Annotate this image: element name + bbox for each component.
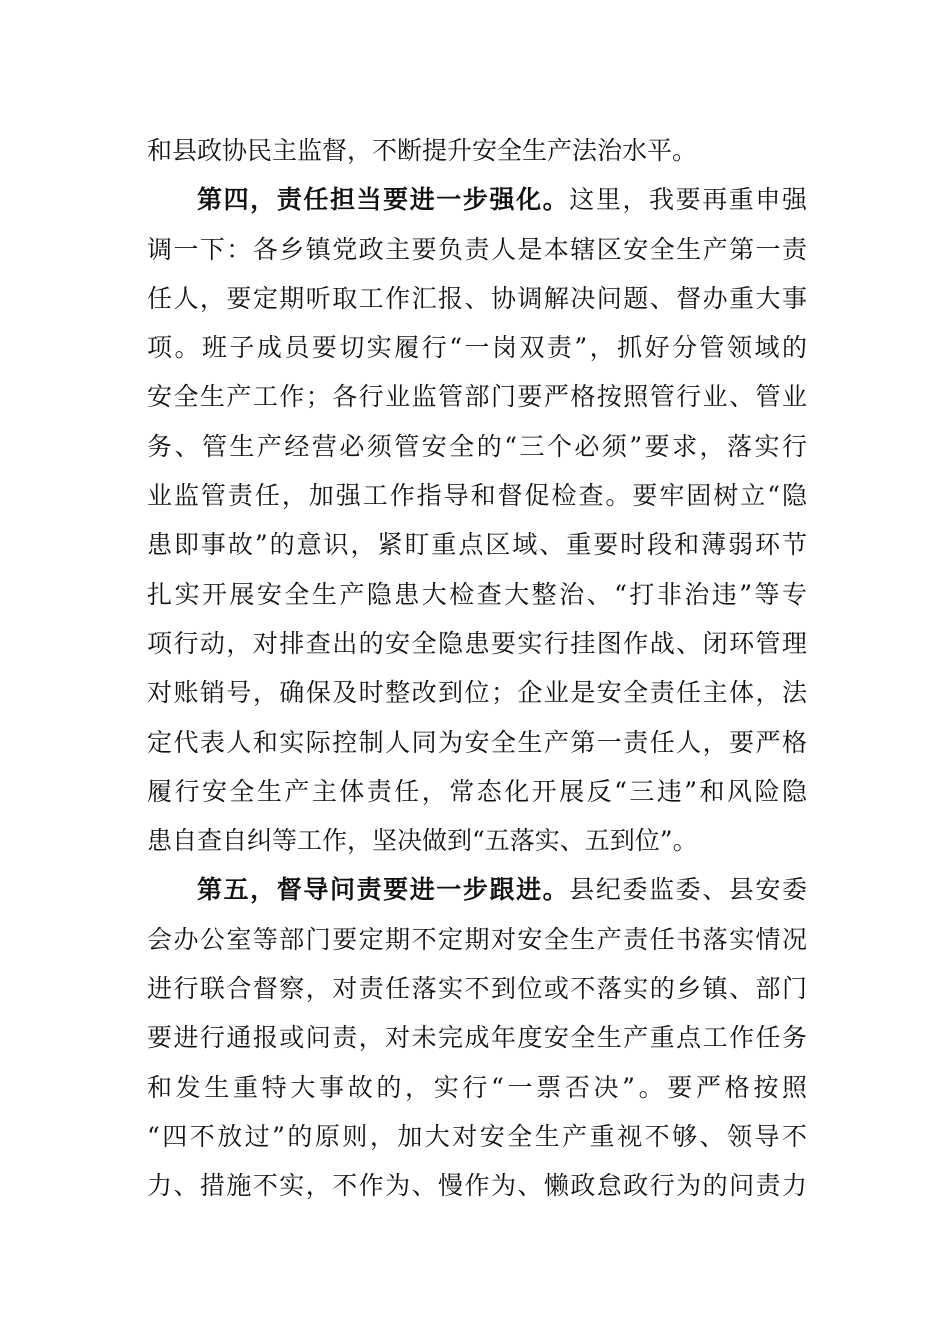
- paragraph-line: 调一下：各乡镇党政主要负责人是本辖区安全生产第一责: [147, 234, 807, 264]
- paragraph-heading-line: [147, 865, 807, 914]
- line-text: 和县政协民主监督，不断提升安全生产法治水平。: [147, 136, 698, 165]
- paragraph-line: 扎实开展安全生产隐患大检查大整治、“打非治违”等专: [147, 579, 807, 609]
- paragraph-heading-line: [147, 175, 807, 224]
- paragraph-line: 力、措施不实，不作为、慢作为、懒政怠政行为的问责力: [147, 1171, 807, 1201]
- section-heading-4: 第四，责任担当要进一步强化。: [197, 185, 570, 215]
- paragraph-line: 会办公室等部门要定期不定期对安全生产责任书落实情况: [147, 924, 807, 954]
- paragraph-line: [147, 126, 807, 175]
- paragraph-line: 患自查自纠等工作，坚决做到“五落实、五到位”。: [147, 826, 698, 856]
- line-text: 这里，我要再重申强: [569, 185, 807, 215]
- paragraph-line: 患即事故”的意识，紧盯重点区域、重要时段和薄弱环节: [147, 530, 807, 560]
- paragraph-line: 要进行通报或问责，对未完成年度安全生产重点工作任务: [147, 1023, 807, 1053]
- section-heading-5: 第五，督导问责要进一步跟进。: [197, 875, 570, 905]
- paragraph-line: 安全生产工作；各行业监管部门要严格按照管行业、管业: [147, 382, 807, 412]
- paragraph-line: 履行安全生产主体责任，常态化开展反“三违”和风险隐: [147, 776, 807, 806]
- paragraph-line: 务、管生产经营必须管安全的“三个必须”要求，落实行: [147, 431, 807, 461]
- document-body: [147, 126, 807, 1211]
- paragraph-line: 和发生重特大事故的，实行“一票否决”。要严格按照: [147, 1072, 807, 1102]
- line-text: 县纪委监委、县安委: [569, 875, 807, 905]
- paragraph-line: 进行联合督察，对责任落实不到位或不落实的乡镇、部门: [147, 974, 807, 1004]
- paragraph-line: “四不放过”的原则，加大对安全生产重视不够、领导不: [147, 1121, 807, 1151]
- paragraph-line: 任人，要定期听取工作汇报、协调解决问题、督办重大事: [147, 283, 807, 313]
- paragraph-line: 项行动，对排查出的安全隐患要实行挂图作战、闭环管理: [147, 628, 807, 658]
- paragraph-line: 项。班子成员要切实履行“一岗双责”，抓好分管领域的: [147, 333, 807, 363]
- paragraph-line: 定代表人和实际控制人同为安全生产第一责任人，要严格: [147, 727, 807, 757]
- paragraph-line: 业监管责任，加强工作指导和督促检查。要牢固树立“隐: [147, 481, 807, 511]
- paragraph-line: 对账销号，确保及时整改到位；企业是安全责任主体，法: [147, 678, 807, 708]
